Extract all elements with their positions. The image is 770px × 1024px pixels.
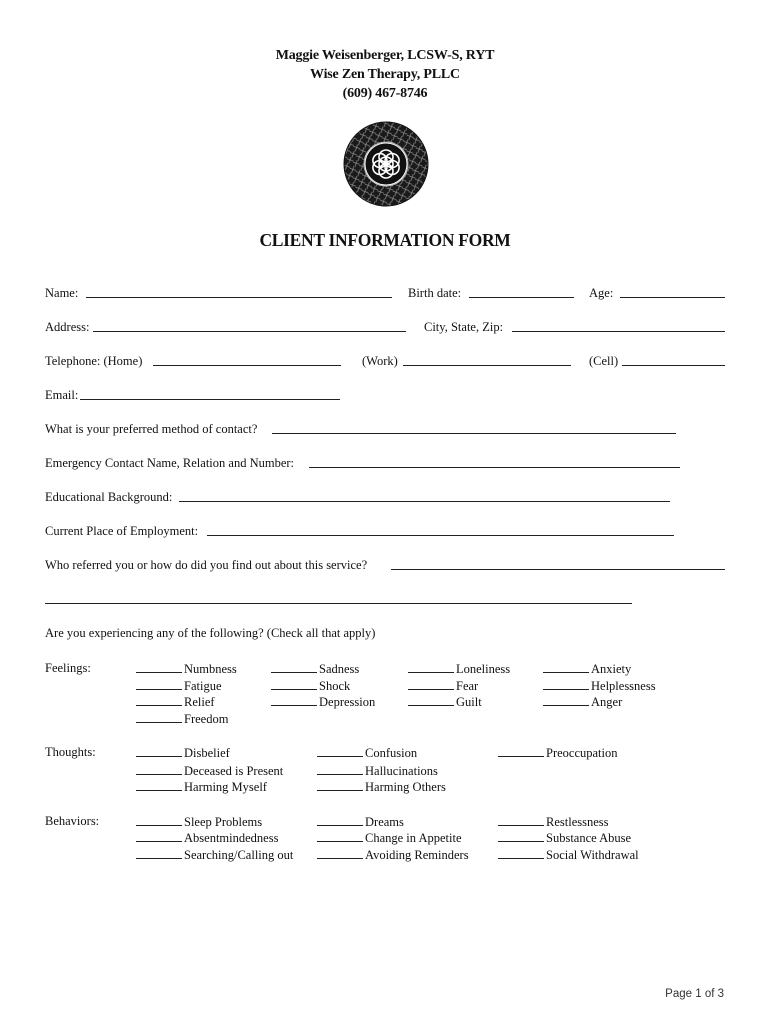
checkbox-blank[interactable] (498, 745, 544, 757)
feelings-label: Feelings: (45, 661, 91, 675)
birth-date-field[interactable] (469, 297, 574, 298)
contact-method-field[interactable] (272, 433, 676, 434)
checkbox-blank[interactable] (498, 830, 544, 842)
feelings-item[interactable]: Fatigue (136, 678, 222, 693)
education-field[interactable] (179, 501, 670, 502)
thoughts-item[interactable]: Confusion (317, 745, 417, 760)
thoughts-label: Thoughts: (45, 745, 96, 759)
practice-name: Wise Zen Therapy, PLLC (310, 67, 460, 82)
birth-date-label: Birth date: (408, 286, 462, 300)
feelings-item[interactable]: Relief (136, 694, 215, 709)
page-number: Page 1 of 3 (665, 988, 724, 1000)
checkbox-blank[interactable] (408, 661, 454, 673)
telephone-work-label: (Work) (362, 354, 398, 368)
telephone-cell-field[interactable] (622, 365, 725, 366)
checkbox-blank[interactable] (136, 847, 182, 859)
thoughts-item[interactable]: Disbelief (136, 745, 230, 760)
checkbox-blank[interactable] (317, 847, 363, 859)
address-label: Address: (45, 320, 90, 334)
checkbox-blank[interactable] (136, 779, 182, 791)
behaviors-item[interactable]: Restlessness (498, 814, 609, 829)
seed-of-life-logo-icon (343, 121, 429, 207)
feelings-item[interactable]: Freedom (136, 711, 228, 726)
education-label: Educational Background: (45, 490, 173, 504)
age-field[interactable] (620, 297, 725, 298)
email-field[interactable] (80, 399, 340, 400)
checkbox-blank[interactable] (317, 745, 363, 757)
checkbox-blank[interactable] (408, 678, 454, 690)
behaviors-item[interactable]: Searching/Calling out (136, 847, 293, 862)
city-state-zip-field[interactable] (512, 331, 725, 332)
checkbox-blank[interactable] (317, 763, 363, 775)
feelings-item[interactable]: Loneliness (408, 661, 510, 676)
referral-field[interactable] (391, 569, 725, 570)
employment-label: Current Place of Employment: (45, 524, 199, 538)
thoughts-item[interactable]: Preoccupation (498, 745, 618, 760)
practice-header (0, 46, 770, 103)
age-label: Age: (589, 286, 614, 300)
address-field[interactable] (93, 331, 406, 332)
telephone-home-field[interactable] (153, 365, 341, 366)
telephone-home-label: Telephone: (Home) (45, 354, 143, 368)
behaviors-item[interactable]: Avoiding Reminders (317, 847, 469, 862)
telephone-work-field[interactable] (403, 365, 571, 366)
checkbox-blank[interactable] (317, 830, 363, 842)
checkbox-blank[interactable] (317, 814, 363, 826)
checkbox-blank[interactable] (136, 830, 182, 842)
feelings-item[interactable]: Anxiety (543, 661, 631, 676)
checkbox-blank[interactable] (408, 694, 454, 706)
feelings-item[interactable]: Sadness (271, 661, 359, 676)
checkbox-blank[interactable] (136, 661, 182, 673)
checkbox-blank[interactable] (271, 661, 317, 673)
telephone-cell-label: (Cell) (589, 354, 619, 368)
thoughts-item[interactable]: Harming Others (317, 779, 446, 794)
email-label: Email: (45, 388, 79, 402)
name-field[interactable] (86, 297, 392, 298)
checkbox-blank[interactable] (136, 763, 182, 775)
checkbox-blank[interactable] (543, 694, 589, 706)
checkbox-blank[interactable] (317, 779, 363, 791)
form-title: CLIENT INFORMATION FORM (259, 230, 511, 250)
feelings-item[interactable]: Fear (408, 678, 478, 693)
checkbox-blank[interactable] (136, 814, 182, 826)
checkbox-blank[interactable] (543, 661, 589, 673)
behaviors-item[interactable]: Social Withdrawal (498, 847, 639, 862)
checkbox-blank[interactable] (498, 814, 544, 826)
name-label: Name: (45, 286, 79, 300)
checkbox-blank[interactable] (136, 745, 182, 757)
checkbox-blank[interactable] (271, 694, 317, 706)
contact-method-label: What is your preferred method of contact? (45, 422, 258, 436)
checkbox-blank[interactable] (136, 711, 182, 723)
behaviors-label: Behaviors: (45, 814, 100, 828)
behaviors-item[interactable]: Dreams (317, 814, 404, 829)
city-state-zip-label: City, State, Zip: (424, 320, 504, 334)
checkbox-blank[interactable] (498, 847, 544, 859)
feelings-item[interactable]: Guilt (408, 694, 482, 709)
feelings-item[interactable]: Depression (271, 694, 375, 709)
checklist-prompt: Are you experiencing any of the following? (Check all that apply) (45, 626, 376, 640)
checkbox-blank[interactable] (543, 678, 589, 690)
checkbox-blank[interactable] (136, 694, 182, 706)
feelings-item[interactable]: Anger (543, 694, 622, 709)
checkbox-blank[interactable] (271, 678, 317, 690)
emergency-contact-label: Emergency Contact Name, Relation and Number: (45, 456, 294, 470)
feelings-item[interactable]: Helplessness (543, 678, 656, 693)
behaviors-item[interactable]: Sleep Problems (136, 814, 262, 829)
therapist-name: Maggie Weisenberger, LCSW-S, RYT (275, 48, 495, 63)
behaviors-item[interactable]: Absentmindedness (136, 830, 278, 845)
thoughts-item[interactable]: Harming Myself (136, 779, 267, 794)
employment-field[interactable] (207, 535, 674, 536)
referral-field-continued[interactable] (45, 603, 632, 604)
practice-phone: (609) 467-8746 (342, 86, 428, 101)
emergency-contact-field[interactable] (309, 467, 680, 468)
behaviors-item[interactable]: Substance Abuse (498, 830, 631, 845)
thoughts-item[interactable]: Deceased is Present (136, 763, 283, 778)
checkbox-blank[interactable] (136, 678, 182, 690)
behaviors-item[interactable]: Change in Appetite (317, 830, 462, 845)
feelings-item[interactable]: Numbness (136, 661, 237, 676)
thoughts-item[interactable]: Hallucinations (317, 763, 438, 778)
referral-label: Who referred you or how do did you find out about this service? (45, 558, 368, 572)
feelings-item[interactable]: Shock (271, 678, 350, 693)
